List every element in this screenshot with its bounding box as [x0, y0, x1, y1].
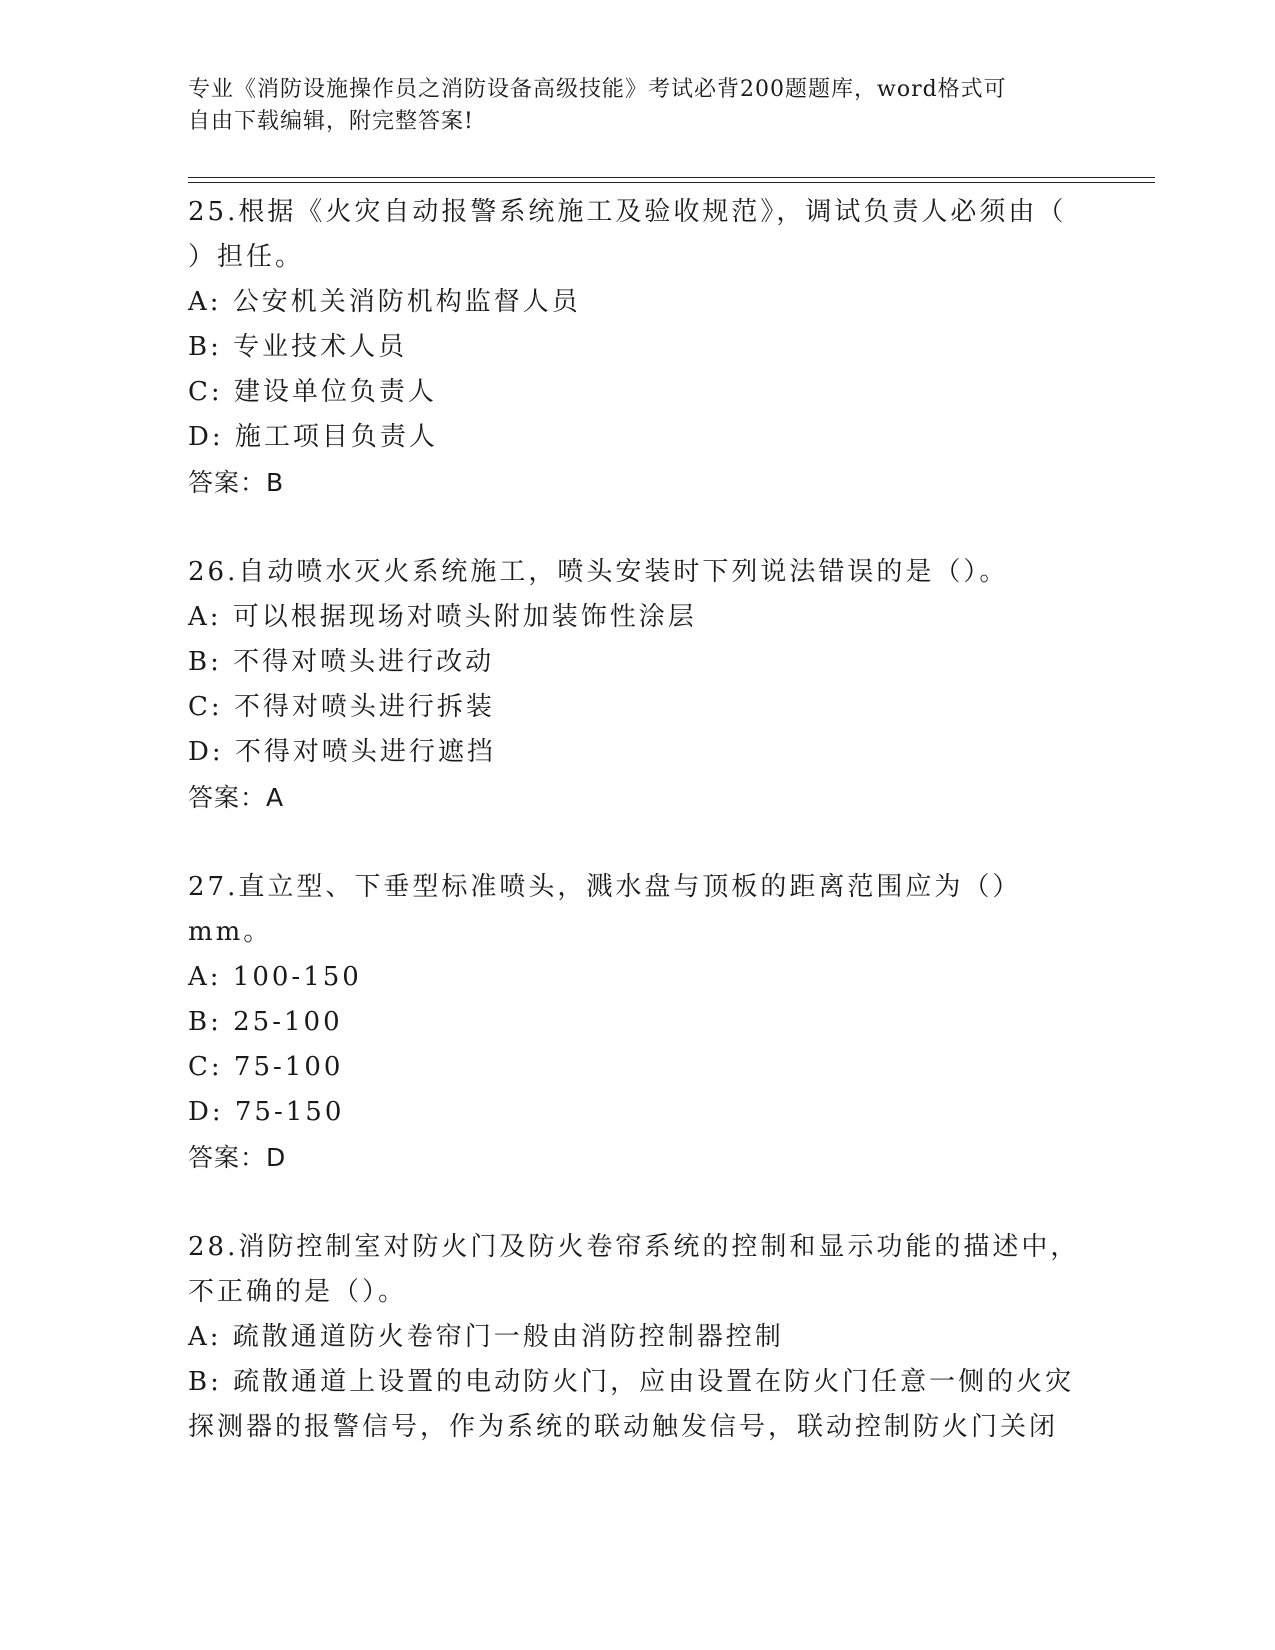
question-stem: 27.直立型、下垂型标准喷头，溅水盘与顶板的距离范围应为（）mm。: [188, 872, 1022, 947]
option-b: B: 专业技术人员: [188, 332, 408, 362]
question-stem: 25.根据《火灾自动报警系统施工及验收规范》，调试负责人必须由（: [188, 197, 1067, 227]
question-list: [188, 190, 1088, 1450]
option-b-continued: 探测器的报警信号，作为系统的联动触发信号，联动控制防火门关闭: [188, 1412, 1059, 1442]
option-c: C: 75-100: [188, 1052, 344, 1082]
option-b: B: 疏散通道上设置的电动防火门，应由设置在防火门任意一侧的火灾: [188, 1367, 1075, 1397]
option-a: A: 公安机关消防机构监督人员: [188, 287, 581, 317]
question-25: [188, 190, 1088, 505]
option-c: C: 不得对喷头进行拆装: [188, 692, 495, 722]
option-d: D: 75-150: [188, 1097, 345, 1127]
option-b: B: 不得对喷头进行改动: [188, 647, 495, 677]
option-a: A: 可以根据现场对喷头附加装饰性涂层: [188, 602, 697, 632]
document-header: [188, 74, 1068, 138]
option-c: C: 建设单位负责人: [188, 377, 437, 407]
question-stem-continued: 不正确的是（）。: [188, 1277, 408, 1307]
option-d: D: 不得对喷头进行遮挡: [188, 737, 496, 767]
question-stem: 28.消防控制室对防火门及防火卷帘系统的控制和显示功能的描述中，: [188, 1232, 1080, 1262]
option-d: D: 施工项目负责人: [188, 422, 438, 452]
question-spacer: [188, 505, 1088, 550]
answer: 答案：D: [188, 1143, 287, 1172]
header-divider-thin: [188, 182, 1155, 183]
answer: 答案：A: [188, 783, 285, 812]
question-spacer: [188, 1180, 1088, 1225]
header-line-1: 专业《消防设施操作员之消防设备高级技能》考试必背200题题库，word格式可: [188, 77, 1007, 102]
question-spacer: [188, 820, 1088, 865]
question-stem: 26.自动喷水灭火系统施工，喷头安装时下列说法错误的是（）。: [188, 557, 1009, 587]
question-26: [188, 550, 1088, 820]
option-a: A: 100-150: [188, 962, 362, 992]
question-27: [188, 865, 1088, 1180]
question-28: [188, 1225, 1088, 1450]
option-a: A: 疏散通道防火卷帘门一般由消防控制器控制: [188, 1322, 784, 1352]
header-divider-thick: [188, 177, 1155, 178]
answer: 答案：B: [188, 468, 285, 497]
option-b: B: 25-100: [188, 1007, 343, 1037]
question-stem-continued: ）担任。: [188, 242, 305, 272]
header-line-2: 自由下载编辑，附完整答案!: [188, 109, 474, 134]
